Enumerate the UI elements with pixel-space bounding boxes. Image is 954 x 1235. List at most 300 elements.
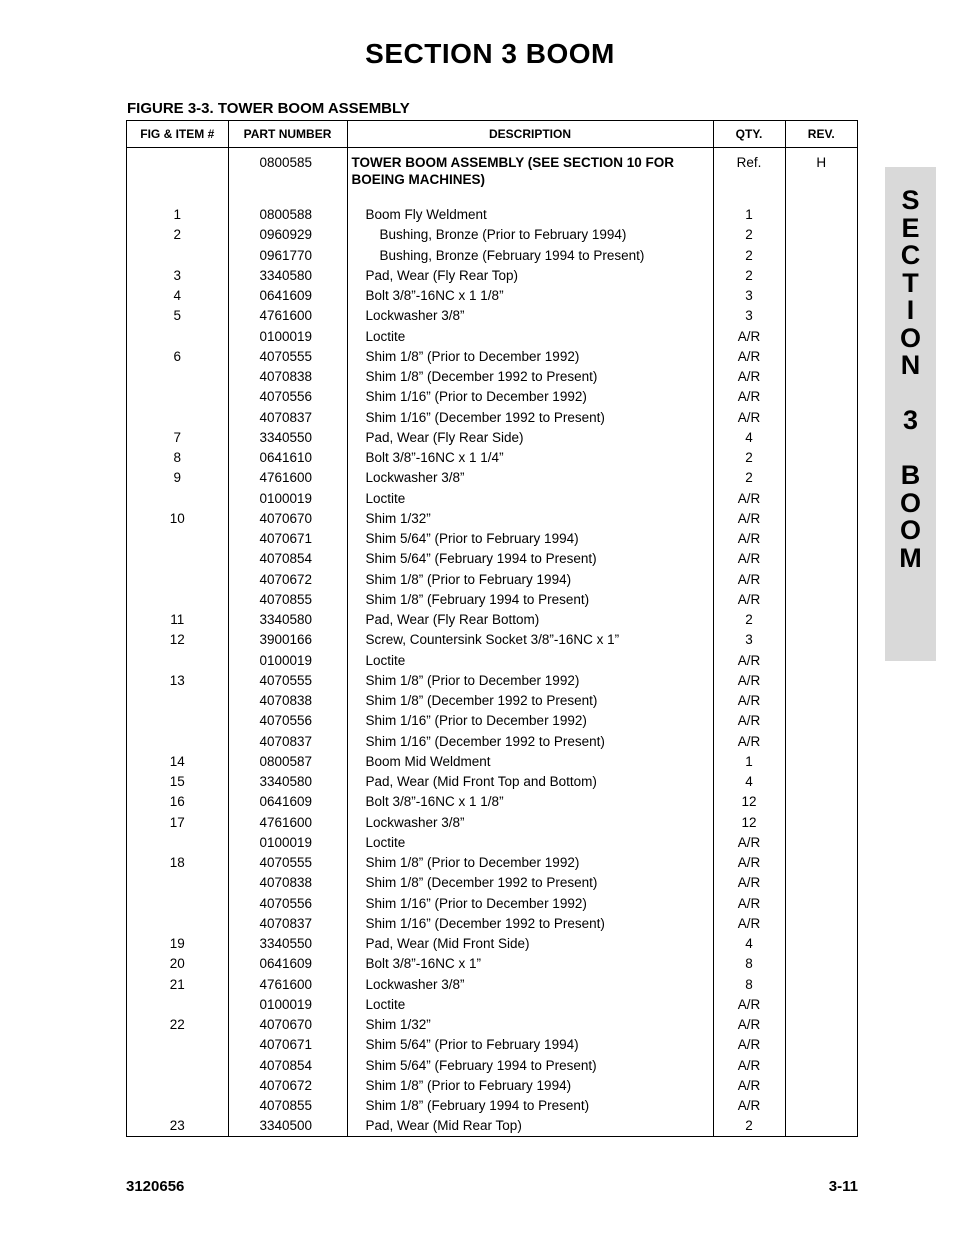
fig-item-cell: 21	[127, 975, 228, 995]
fig-item-cell	[127, 711, 228, 731]
qty-cell: 2	[713, 448, 785, 468]
part-number-cell: 3340550	[228, 934, 347, 954]
rev-cell	[785, 509, 857, 529]
description-cell: Bolt 3/8”-16NC x 1 1/8”	[347, 286, 713, 306]
table-row	[127, 529, 857, 549]
description-cell: Loctite	[347, 327, 713, 347]
column-header-rev: REV.	[785, 121, 857, 147]
description-cell: Bolt 3/8”-16NC x 1”	[347, 954, 713, 974]
fig-item-cell	[127, 1096, 228, 1116]
table-row	[127, 1015, 857, 1035]
table-row	[127, 570, 857, 590]
rev-cell	[785, 772, 857, 792]
table-header-row	[127, 121, 857, 147]
fig-item-cell	[127, 387, 228, 407]
part-number-cell: 0800585	[228, 147, 347, 205]
description-cell: Shim 1/8” (February 1994 to Present)	[347, 1096, 713, 1116]
rev-cell	[785, 873, 857, 893]
table-row	[127, 266, 857, 286]
qty-cell: A/R	[713, 347, 785, 367]
description-cell: Shim 1/8” (February 1994 to Present)	[347, 590, 713, 610]
description-cell: Shim 1/32”	[347, 509, 713, 529]
description-cell: Pad, Wear (Fly Rear Side)	[347, 428, 713, 448]
fig-item-cell	[127, 732, 228, 752]
rev-cell	[785, 914, 857, 934]
description-cell: Bolt 3/8”-16NC x 1 1/8”	[347, 792, 713, 812]
part-number-cell: 0100019	[228, 833, 347, 853]
parts-table	[126, 120, 858, 1137]
part-number-cell: 0960929	[228, 225, 347, 245]
qty-cell: Ref.	[713, 147, 785, 205]
rev-cell	[785, 975, 857, 995]
part-number-cell: 0100019	[228, 995, 347, 1015]
fig-item-cell	[127, 894, 228, 914]
fig-item-cell	[127, 873, 228, 893]
side-tab-letter: O	[899, 322, 921, 353]
description-cell: Shim 1/8” (Prior to December 1992)	[347, 853, 713, 873]
rev-cell	[785, 671, 857, 691]
rev-cell	[785, 549, 857, 569]
side-tab-letter: M	[899, 542, 922, 573]
fig-item-cell	[127, 590, 228, 610]
fig-item-cell	[127, 570, 228, 590]
rev-cell	[785, 1056, 857, 1076]
fig-item-cell: 6	[127, 347, 228, 367]
fig-item-cell	[127, 995, 228, 1015]
description-cell: Shim 1/16” (December 1992 to Present)	[347, 914, 713, 934]
table-row	[127, 630, 857, 650]
qty-cell: A/R	[713, 529, 785, 549]
rev-cell	[785, 367, 857, 387]
qty-cell: 2	[713, 610, 785, 630]
column-header-description: DESCRIPTION	[347, 121, 713, 147]
table-row	[127, 1056, 857, 1076]
part-number-cell: 4070555	[228, 671, 347, 691]
table-row	[127, 1076, 857, 1096]
table-row	[127, 286, 857, 306]
fig-item-cell	[127, 489, 228, 509]
table-row	[127, 387, 857, 407]
side-tab-letter: E	[901, 212, 920, 243]
fig-item-cell: 8	[127, 448, 228, 468]
side-tab-letter: B	[900, 460, 921, 490]
description-cell: Loctite	[347, 651, 713, 671]
qty-cell: A/R	[713, 1056, 785, 1076]
part-number-cell: 3900166	[228, 630, 347, 650]
fig-item-cell: 17	[127, 813, 228, 833]
part-number-cell: 4070838	[228, 367, 347, 387]
part-number-cell: 4070672	[228, 570, 347, 590]
rev-cell	[785, 610, 857, 630]
table-row	[127, 752, 857, 772]
fig-item-cell	[127, 408, 228, 428]
description-cell: Lockwasher 3/8”	[347, 975, 713, 995]
fig-item-cell	[127, 327, 228, 347]
assembly-row	[127, 147, 857, 205]
qty-cell: A/R	[713, 570, 785, 590]
rev-cell	[785, 468, 857, 488]
qty-cell: 1	[713, 752, 785, 772]
table-row	[127, 995, 857, 1015]
description-cell: Shim 1/8” (Prior to February 1994)	[347, 1076, 713, 1096]
part-number-cell: 0800588	[228, 205, 347, 225]
part-number-cell: 4070670	[228, 1015, 347, 1035]
qty-cell: 3	[713, 306, 785, 326]
rev-cell	[785, 266, 857, 286]
part-number-cell: 4070854	[228, 1056, 347, 1076]
part-number-cell: 4070556	[228, 711, 347, 731]
rev-cell	[785, 691, 857, 711]
description-cell: Screw, Countersink Socket 3/8”-16NC x 1”	[347, 630, 713, 650]
rev-cell	[785, 934, 857, 954]
description-cell: Shim 1/8” (Prior to December 1992)	[347, 347, 713, 367]
qty-cell: A/R	[713, 853, 785, 873]
qty-cell: 2	[713, 266, 785, 286]
description-cell: Lockwasher 3/8”	[347, 468, 713, 488]
rev-cell	[785, 813, 857, 833]
part-number-cell: 4761600	[228, 975, 347, 995]
part-number-cell: 4761600	[228, 468, 347, 488]
part-number-cell: 4070838	[228, 691, 347, 711]
description-cell: Pad, Wear (Mid Front Side)	[347, 934, 713, 954]
fig-item-cell	[127, 1056, 228, 1076]
fig-item-cell: 10	[127, 509, 228, 529]
part-number-cell: 0800587	[228, 752, 347, 772]
side-tab-letter: O	[899, 515, 921, 545]
qty-cell: A/R	[713, 833, 785, 853]
table-row	[127, 792, 857, 812]
fig-item-cell: 16	[127, 792, 228, 812]
rev-cell	[785, 347, 857, 367]
description-cell: Pad, Wear (Mid Rear Top)	[347, 1116, 713, 1136]
qty-cell: 12	[713, 813, 785, 833]
table-row	[127, 610, 857, 630]
fig-item-cell: 23	[127, 1116, 228, 1136]
rev-cell	[785, 489, 857, 509]
rev-cell	[785, 246, 857, 266]
rev-cell	[785, 711, 857, 731]
description-cell: Shim 1/16” (Prior to December 1992)	[347, 711, 713, 731]
part-number-cell: 4761600	[228, 306, 347, 326]
description-cell: Loctite	[347, 995, 713, 1015]
qty-cell: 8	[713, 954, 785, 974]
part-number-cell: 0641610	[228, 448, 347, 468]
rev-cell	[785, 894, 857, 914]
table-row	[127, 549, 857, 569]
table-row	[127, 1035, 857, 1055]
rev-cell	[785, 630, 857, 650]
part-number-cell: 0100019	[228, 327, 347, 347]
qty-cell: A/R	[713, 711, 785, 731]
table-row	[127, 246, 857, 266]
qty-cell: A/R	[713, 995, 785, 1015]
qty-cell: A/R	[713, 732, 785, 752]
description-cell: Loctite	[347, 833, 713, 853]
fig-item-cell: 2	[127, 225, 228, 245]
part-number-cell: 4070670	[228, 509, 347, 529]
side-tab-letter: I	[906, 295, 915, 325]
fig-item-cell: 14	[127, 752, 228, 772]
rev-cell	[785, 306, 857, 326]
description-cell: Shim 5/64” (February 1994 to Present)	[347, 1056, 713, 1076]
rev-cell	[785, 408, 857, 428]
description-cell: Shim 1/8” (December 1992 to Present)	[347, 873, 713, 893]
rev-cell	[785, 205, 857, 225]
qty-cell: 8	[713, 975, 785, 995]
description-cell: Lockwasher 3/8”	[347, 306, 713, 326]
part-number-cell: 4070854	[228, 549, 347, 569]
part-number-cell: 3340580	[228, 772, 347, 792]
qty-cell: A/R	[713, 1096, 785, 1116]
column-header-fig-item: FIG & ITEM #	[127, 121, 228, 147]
qty-cell: 12	[713, 792, 785, 812]
part-number-cell: 4070555	[228, 853, 347, 873]
description-cell: Pad, Wear (Fly Rear Bottom)	[347, 610, 713, 630]
description-cell: Lockwasher 3/8”	[347, 813, 713, 833]
fig-item-cell	[127, 691, 228, 711]
description-cell: Shim 1/16” (December 1992 to Present)	[347, 408, 713, 428]
table-row	[127, 833, 857, 853]
table-row	[127, 914, 857, 934]
fig-item-cell: 19	[127, 934, 228, 954]
description-cell: Pad, Wear (Fly Rear Top)	[347, 266, 713, 286]
part-number-cell: 3340550	[228, 428, 347, 448]
table-row	[127, 1116, 857, 1136]
rev-cell	[785, 387, 857, 407]
fig-item-cell: 12	[127, 630, 228, 650]
section-side-tab	[885, 167, 936, 661]
description-cell: Shim 1/16” (December 1992 to Present)	[347, 732, 713, 752]
table-row	[127, 772, 857, 792]
part-number-cell: 0641609	[228, 792, 347, 812]
qty-cell: A/R	[713, 387, 785, 407]
rev-cell	[785, 448, 857, 468]
qty-cell: A/R	[713, 894, 785, 914]
fig-item-cell	[127, 549, 228, 569]
part-number-cell: 4070671	[228, 529, 347, 549]
fig-item-cell: 4	[127, 286, 228, 306]
description-cell: Loctite	[347, 489, 713, 509]
side-tab-letter: C	[900, 240, 921, 270]
qty-cell: A/R	[713, 327, 785, 347]
rev-cell	[785, 529, 857, 549]
description-cell: Boom Mid Weldment	[347, 752, 713, 772]
fig-item-cell	[127, 1076, 228, 1096]
page-title: SECTION 3 BOOM	[365, 38, 615, 69]
table-row	[127, 651, 857, 671]
table-row	[127, 225, 857, 245]
rev-cell	[785, 732, 857, 752]
table-row	[127, 408, 857, 428]
table-row	[127, 1096, 857, 1116]
table-row	[127, 590, 857, 610]
qty-cell: 4	[713, 428, 785, 448]
qty-cell: 1	[713, 205, 785, 225]
side-tab-letter: T	[902, 267, 919, 298]
qty-cell: A/R	[713, 691, 785, 711]
qty-cell: A/R	[713, 1035, 785, 1055]
qty-cell: 2	[713, 225, 785, 245]
table-row	[127, 813, 857, 833]
part-number-cell: 4070838	[228, 873, 347, 893]
table-row	[127, 873, 857, 893]
part-number-cell: 4070855	[228, 590, 347, 610]
description-cell: Boom Fly Weldment	[347, 205, 713, 225]
part-number-cell: 0641609	[228, 286, 347, 306]
fig-item-cell	[127, 529, 228, 549]
table-row	[127, 954, 857, 974]
table-row	[127, 428, 857, 448]
qty-cell: A/R	[713, 489, 785, 509]
table-row	[127, 205, 857, 225]
rev-cell	[785, 752, 857, 772]
part-number-cell: 4070837	[228, 732, 347, 752]
fig-item-cell: 15	[127, 772, 228, 792]
side-tab-letter: 3	[902, 405, 919, 435]
qty-cell: 4	[713, 934, 785, 954]
qty-cell: 2	[713, 246, 785, 266]
qty-cell: A/R	[713, 590, 785, 610]
qty-cell: 3	[713, 286, 785, 306]
table-row	[127, 691, 857, 711]
rev-cell	[785, 954, 857, 974]
rev-cell	[785, 651, 857, 671]
rev-cell	[785, 833, 857, 853]
description-cell: Shim 1/8” (Prior to December 1992)	[347, 671, 713, 691]
qty-cell: A/R	[713, 914, 785, 934]
rev-cell	[785, 1076, 857, 1096]
description-cell: Shim 5/64” (Prior to February 1994)	[347, 1035, 713, 1055]
rev-cell	[785, 570, 857, 590]
description-cell: Shim 1/16” (Prior to December 1992)	[347, 387, 713, 407]
part-number-cell: 4070671	[228, 1035, 347, 1055]
fig-item-cell	[127, 246, 228, 266]
part-number-cell: 4070556	[228, 894, 347, 914]
fig-item-cell: 20	[127, 954, 228, 974]
qty-cell: 4	[713, 772, 785, 792]
description-cell: TOWER BOOM ASSEMBLY (SEE SECTION 10 FOR BOEING MACHINES)	[347, 147, 713, 205]
description-cell: Shim 1/16” (Prior to December 1992)	[347, 894, 713, 914]
fig-item-cell	[127, 651, 228, 671]
description-cell: Bushing, Bronze (February 1994 to Present)	[347, 246, 713, 266]
table-row	[127, 732, 857, 752]
fig-item-cell: 11	[127, 610, 228, 630]
part-number-cell: 3340580	[228, 610, 347, 630]
qty-cell: A/R	[713, 1076, 785, 1096]
fig-item-cell	[127, 1035, 228, 1055]
rev-cell	[785, 1116, 857, 1136]
description-cell: Bushing, Bronze (Prior to February 1994)	[347, 225, 713, 245]
part-number-cell: 3340500	[228, 1116, 347, 1136]
fig-item-cell: 18	[127, 853, 228, 873]
rev-cell	[785, 792, 857, 812]
part-number-cell: 4761600	[228, 813, 347, 833]
part-number-cell: 0641609	[228, 954, 347, 974]
side-tab-letter: S	[901, 185, 920, 215]
qty-cell: A/R	[713, 367, 785, 387]
rev-cell	[785, 853, 857, 873]
fig-item-cell	[127, 367, 228, 387]
description-cell: Shim 1/8” (Prior to February 1994)	[347, 570, 713, 590]
fig-item-cell: 3	[127, 266, 228, 286]
page-number: 3-11	[828, 1178, 858, 1195]
table-row	[127, 468, 857, 488]
fig-item-cell: 7	[127, 428, 228, 448]
rev-cell	[785, 286, 857, 306]
rev-cell	[785, 327, 857, 347]
side-tab-letter: O	[899, 487, 921, 518]
fig-item-cell	[127, 914, 228, 934]
qty-cell: 3	[713, 630, 785, 650]
column-header-qty: QTY.	[713, 121, 785, 147]
fig-item-cell: 1	[127, 205, 228, 225]
description-cell: Bolt 3/8”-16NC x 1 1/4”	[347, 448, 713, 468]
fig-item-cell: 22	[127, 1015, 228, 1035]
table-row	[127, 711, 857, 731]
part-number-cell: 4070556	[228, 387, 347, 407]
description-cell: Shim 5/64” (Prior to February 1994)	[347, 529, 713, 549]
description-cell: Shim 1/8” (December 1992 to Present)	[347, 691, 713, 711]
qty-cell: A/R	[713, 671, 785, 691]
rev-cell	[785, 1015, 857, 1035]
part-number-cell: 4070837	[228, 408, 347, 428]
table-row	[127, 448, 857, 468]
part-number-cell: 4070672	[228, 1076, 347, 1096]
column-header-part-number: PART NUMBER	[228, 121, 347, 147]
table-row	[127, 347, 857, 367]
qty-cell: A/R	[713, 408, 785, 428]
rev-cell	[785, 225, 857, 245]
qty-cell: A/R	[713, 1015, 785, 1035]
fig-item-cell: 13	[127, 671, 228, 691]
side-tab-letter: N	[900, 350, 921, 380]
table-row	[127, 894, 857, 914]
description-cell: Pad, Wear (Mid Front Top and Bottom)	[347, 772, 713, 792]
table-row	[127, 934, 857, 954]
description-cell: Shim 1/8” (December 1992 to Present)	[347, 367, 713, 387]
table-row	[127, 367, 857, 387]
rev-cell	[785, 995, 857, 1015]
qty-cell: A/R	[713, 651, 785, 671]
rev-cell: H	[816, 154, 827, 170]
part-number-cell: 4070855	[228, 1096, 347, 1116]
qty-cell: A/R	[713, 873, 785, 893]
rev-cell	[785, 590, 857, 610]
description-cell: Shim 5/64” (February 1994 to Present)	[347, 549, 713, 569]
part-number-cell: 4070837	[228, 914, 347, 934]
fig-item-cell	[127, 833, 228, 853]
table-row	[127, 327, 857, 347]
description-cell: Shim 1/32”	[347, 1015, 713, 1035]
figure-title: FIGURE 3-3. TOWER BOOM ASSEMBLY	[127, 100, 410, 117]
qty-cell: A/R	[713, 549, 785, 569]
part-number-cell: 3340580	[228, 266, 347, 286]
qty-cell: 2	[713, 468, 785, 488]
qty-cell: A/R	[713, 509, 785, 529]
part-number-cell: 0100019	[228, 489, 347, 509]
rev-cell	[785, 1035, 857, 1055]
rev-cell	[785, 428, 857, 448]
fig-item-cell: 9	[127, 468, 228, 488]
part-number-cell: 4070555	[228, 347, 347, 367]
rev-cell	[785, 1096, 857, 1116]
table-row	[127, 306, 857, 326]
fig-item-cell: 5	[127, 306, 228, 326]
qty-cell: 2	[713, 1116, 785, 1136]
table-row	[127, 975, 857, 995]
fig-item-cell	[127, 147, 228, 205]
table-row	[127, 671, 857, 691]
